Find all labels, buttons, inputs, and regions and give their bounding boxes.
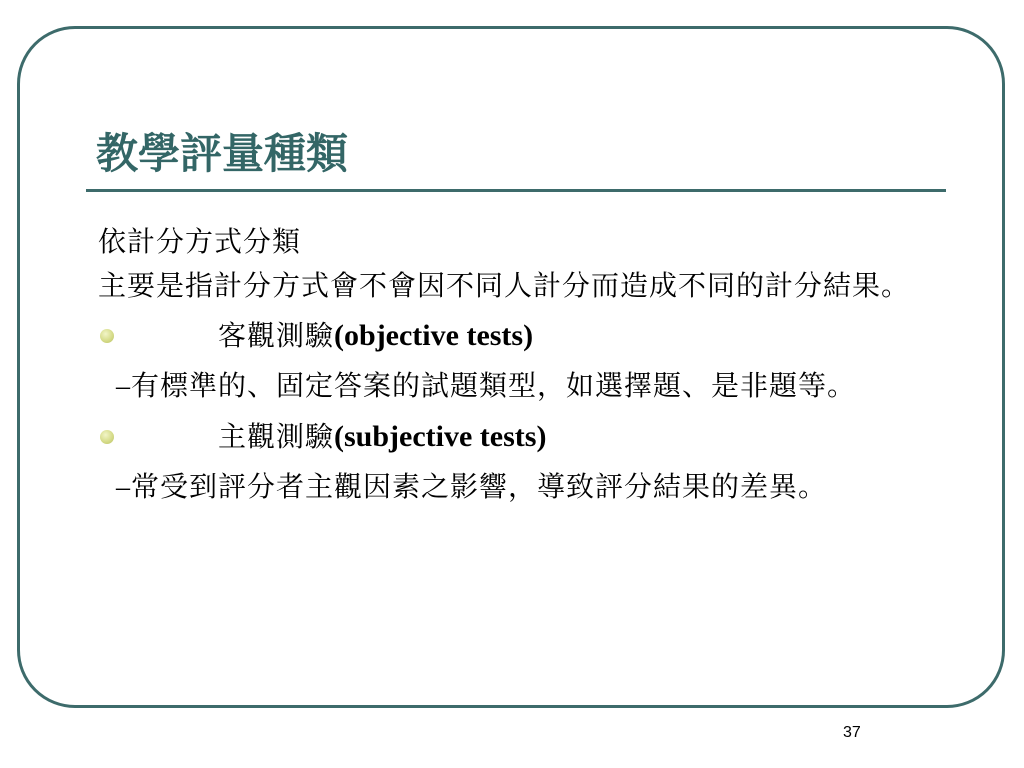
bullet-item-subjective (98, 409, 948, 465)
bullet-dot-icon (100, 329, 114, 343)
slide-body (98, 220, 948, 510)
dash-marker: – (116, 472, 131, 503)
body-line-classification: 依計分方式分類 (98, 225, 302, 258)
sub-item-objective (98, 364, 948, 409)
bullet-item-objective (98, 308, 948, 364)
bullet-label-en: (subjective tests) (334, 420, 547, 453)
bullet-label-cn: 客觀測驗 (218, 319, 335, 352)
bullet-dot-icon (100, 430, 114, 444)
slide-title: 教學評量種類 (96, 129, 349, 178)
sub-item-subjective (98, 465, 948, 510)
bullet-label-en: (objective tests) (334, 319, 534, 352)
bullet-label-cn: 主觀測驗 (218, 420, 335, 453)
title-underline (86, 189, 946, 192)
sub-item-text: 有標準的、固定答案的試題類型，如選擇題、是非題等。 (131, 369, 857, 402)
sub-item-text: 常受到評分者主觀因素之影響，導致評分結果的差異。 (131, 470, 828, 503)
dash-marker: – (116, 371, 131, 402)
page-number: 37 (843, 724, 861, 741)
body-line-description: 主要是指計分方式會不會因不同人計分而造成不同的計分結果。 (98, 269, 911, 302)
